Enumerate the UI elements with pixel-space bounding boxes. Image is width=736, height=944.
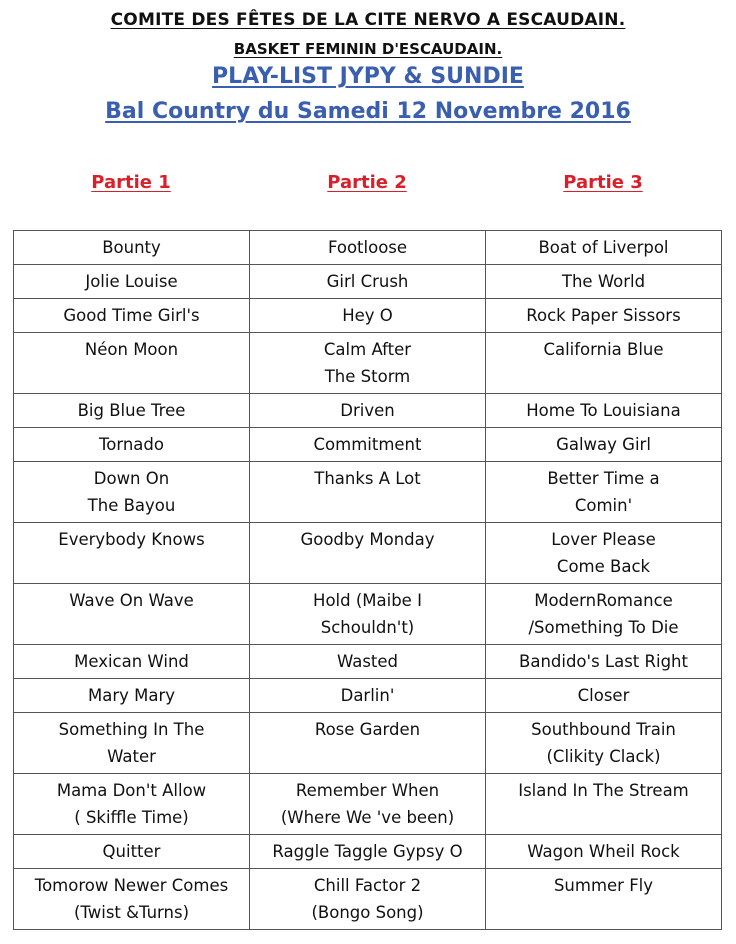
table-row <box>14 679 722 713</box>
playlist-title-text: PLAY-LIST JYPY & SUNDIE <box>212 64 524 89</box>
table-row <box>14 428 722 462</box>
event-title <box>0 99 736 124</box>
song-cell-part-2: Rose Garden <box>250 713 486 774</box>
song-cell-part-1: Big Blue Tree <box>14 394 250 428</box>
song-cell-part-2: Calm After The Storm <box>250 333 486 394</box>
part-header-2-text: Partie 2 <box>327 172 407 193</box>
song-cell-part-1: Mary Mary <box>14 679 250 713</box>
table-row <box>14 299 722 333</box>
song-cell-part-2: Hold (Maibe I Schouldn't) <box>250 584 486 645</box>
song-cell-part-1: Wave On Wave <box>14 584 250 645</box>
song-cell-part-3: Boat of Liverpol <box>486 231 722 265</box>
organizer-heading <box>0 10 736 30</box>
song-cell-part-2: Darlin' <box>250 679 486 713</box>
table-row <box>14 869 722 930</box>
club-heading <box>0 40 736 58</box>
song-cell-part-3: The World <box>486 265 722 299</box>
song-cell-part-2: Raggle Taggle Gypsy O <box>250 835 486 869</box>
part-header-2 <box>249 172 485 193</box>
part-header-3 <box>485 172 721 193</box>
song-cell-part-3: Southbound Train (Clikity Clack) <box>486 713 722 774</box>
song-cell-part-3: ModernRomance /Something To Die <box>486 584 722 645</box>
song-cell-part-1: Tornado <box>14 428 250 462</box>
song-cell-part-1: Quitter <box>14 835 250 869</box>
part-header-1-text: Partie 1 <box>91 172 171 193</box>
song-cell-part-3: Island In The Stream <box>486 774 722 835</box>
song-cell-part-3: Rock Paper Sissors <box>486 299 722 333</box>
song-cell-part-2: Hey O <box>250 299 486 333</box>
song-cell-part-3: Better Time a Comin' <box>486 462 722 523</box>
song-cell-part-2: Commitment <box>250 428 486 462</box>
table-row <box>14 333 722 394</box>
song-cell-part-3: California Blue <box>486 333 722 394</box>
song-cell-part-2: Footloose <box>250 231 486 265</box>
song-cell-part-1: Something In The Water <box>14 713 250 774</box>
song-cell-part-3: Lover Please Come Back <box>486 523 722 584</box>
song-cell-part-1: Good Time Girl's <box>14 299 250 333</box>
playlist-title <box>0 64 736 89</box>
song-cell-part-2: Goodby Monday <box>250 523 486 584</box>
table-row <box>14 774 722 835</box>
table-row <box>14 231 722 265</box>
song-cell-part-2: Girl Crush <box>250 265 486 299</box>
table-row <box>14 713 722 774</box>
playlist-table <box>13 230 722 930</box>
song-cell-part-2: Driven <box>250 394 486 428</box>
song-cell-part-1: Jolie Louise <box>14 265 250 299</box>
song-cell-part-3: Summer Fly <box>486 869 722 930</box>
song-cell-part-3: Wagon Wheil Rock <box>486 835 722 869</box>
event-title-text: Bal Country du Samedi 12 Novembre 2016 <box>105 99 631 124</box>
song-cell-part-1: Bounty <box>14 231 250 265</box>
table-row <box>14 645 722 679</box>
part-headers <box>13 172 721 193</box>
song-cell-part-2: Remember When (Where We 've been) <box>250 774 486 835</box>
table-row <box>14 584 722 645</box>
table-row <box>14 523 722 584</box>
organizer-heading-text: COMITE DES FÊTES DE LA CITE NERVO A ESCAUDAIN. <box>110 10 626 30</box>
song-cell-part-2: Chill Factor 2 (Bongo Song) <box>250 869 486 930</box>
table-row <box>14 265 722 299</box>
song-cell-part-3: Bandido's Last Right <box>486 645 722 679</box>
song-cell-part-1: Néon Moon <box>14 333 250 394</box>
table-row <box>14 835 722 869</box>
song-cell-part-3: Closer <box>486 679 722 713</box>
song-cell-part-1: Mexican Wind <box>14 645 250 679</box>
song-cell-part-2: Wasted <box>250 645 486 679</box>
song-cell-part-2: Thanks A Lot <box>250 462 486 523</box>
part-header-1 <box>13 172 249 193</box>
club-heading-text: BASKET FEMININ D'ESCAUDAIN. <box>233 40 503 58</box>
song-cell-part-3: Galway Girl <box>486 428 722 462</box>
song-cell-part-1: Mama Don't Allow ( Skiffle Time) <box>14 774 250 835</box>
playlist-body <box>14 231 722 930</box>
song-cell-part-1: Down On The Bayou <box>14 462 250 523</box>
song-cell-part-1: Tomorow Newer Comes (Twist &Turns) <box>14 869 250 930</box>
song-cell-part-3: Home To Louisiana <box>486 394 722 428</box>
table-row <box>14 462 722 523</box>
table-row <box>14 394 722 428</box>
song-cell-part-1: Everybody Knows <box>14 523 250 584</box>
part-header-3-text: Partie 3 <box>563 172 643 193</box>
